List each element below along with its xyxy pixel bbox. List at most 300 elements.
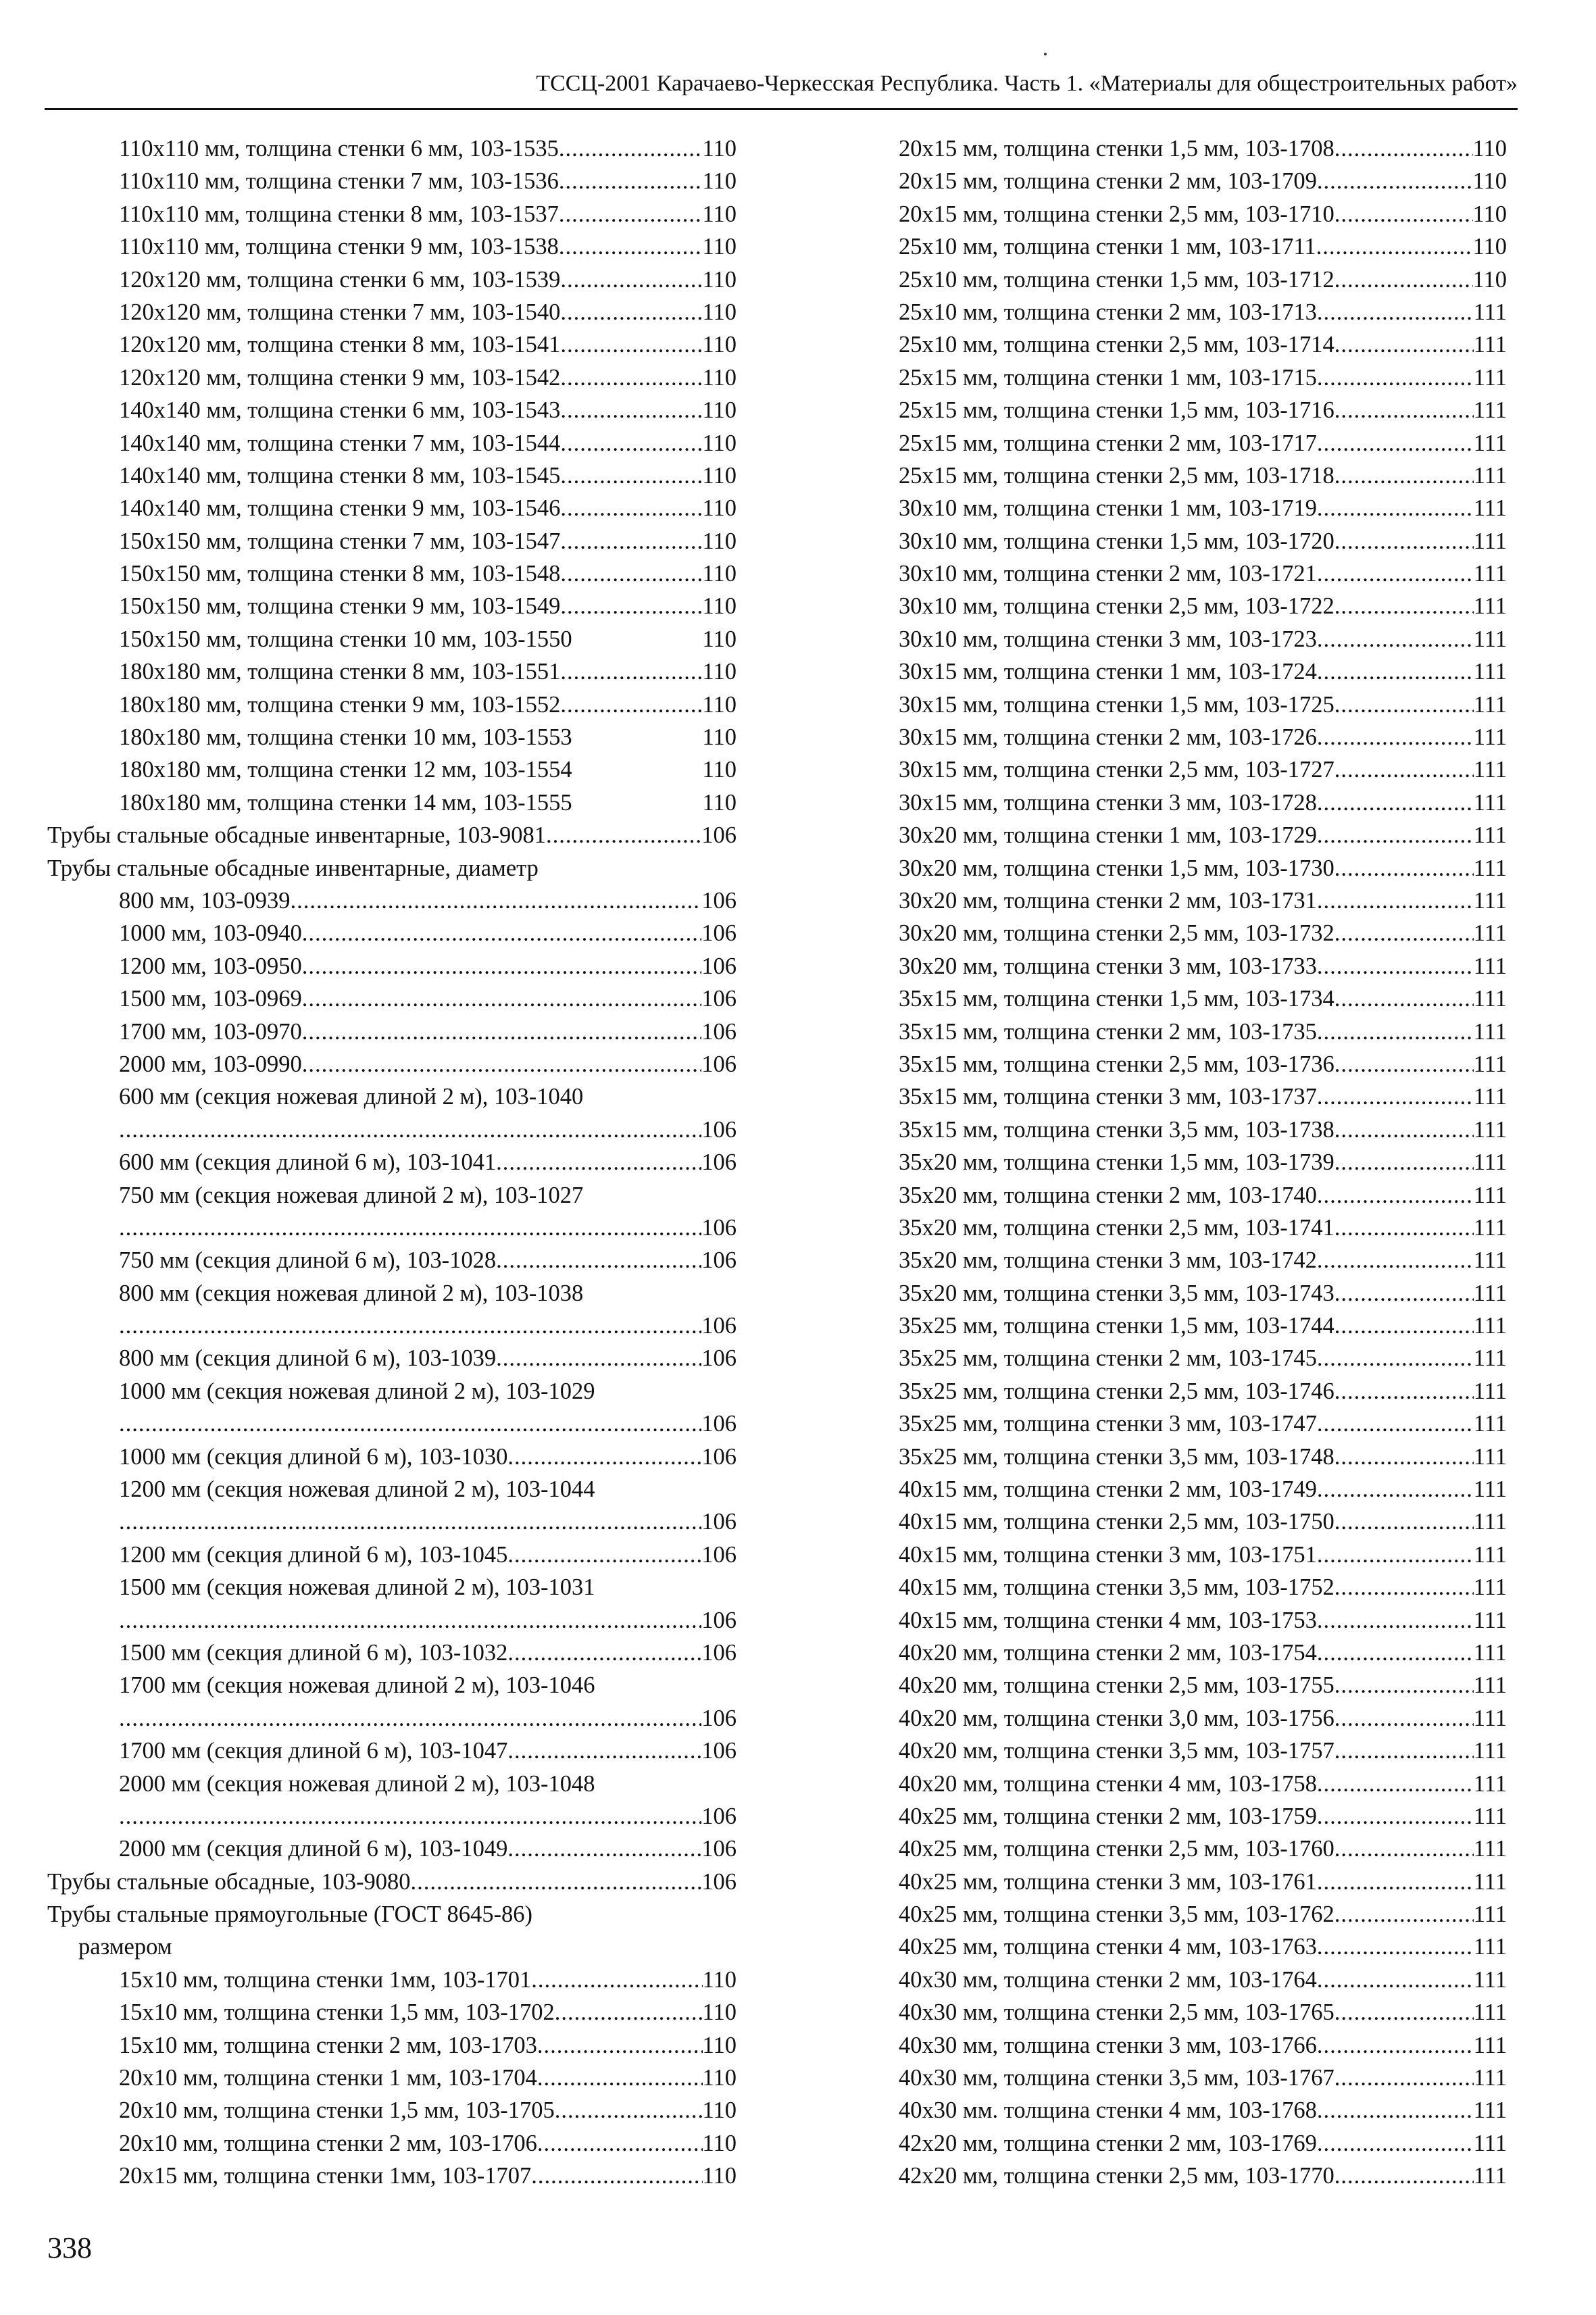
index-entry xyxy=(47,1277,737,1310)
entry-text: 2000 мм (секция длиной 6 м), 103-1049 xyxy=(119,1836,508,1862)
dot-leader xyxy=(1317,362,1474,394)
entry-text: 180x180 мм, толщина стенки 9 мм, 103-1552 xyxy=(119,691,561,718)
entry-text: 1500 мм (секция длиной 6 м), 103-1032 xyxy=(119,1639,508,1666)
dot-leader xyxy=(555,1996,703,2028)
dot-leader xyxy=(1317,721,1474,753)
entry-page-ref: 106 xyxy=(701,986,737,1012)
entry-text: 40x30 мм, толщина стенки 2,5 мм, 103-1765 xyxy=(899,1999,1335,2026)
index-entry xyxy=(899,459,1507,492)
index-entry xyxy=(47,2160,737,2192)
entry-text: 1000 мм (секция длиной 6 м), 103-1030 xyxy=(119,1443,508,1470)
entry-page-ref: 106 xyxy=(701,1247,737,1274)
dot-leader xyxy=(1335,1212,1474,1244)
entry-text: 30x15 мм, толщина стенки 2 мм, 103-1726 xyxy=(899,724,1317,751)
index-entry xyxy=(47,362,737,394)
index-entry xyxy=(47,1866,737,1898)
index-entry xyxy=(47,1310,737,1342)
dot-leader xyxy=(1335,590,1474,622)
index-entry xyxy=(899,1244,1507,1276)
dot-leader xyxy=(1317,819,1474,851)
entry-page-ref: 110 xyxy=(702,201,737,227)
entry-text: 30x20 мм, толщина стенки 2,5 мм, 103-1732 xyxy=(899,920,1335,947)
entry-page-ref: 111 xyxy=(1473,462,1507,489)
entry-page-ref: 110 xyxy=(702,593,737,620)
entry-page-ref: 111 xyxy=(1473,1116,1507,1143)
index-entry xyxy=(899,1016,1507,1048)
entry-page-ref: 111 xyxy=(1473,1214,1507,1241)
dot-leader xyxy=(119,1702,701,1735)
entry-page-ref: 110 xyxy=(702,724,737,751)
dot-leader xyxy=(1317,2029,1474,2062)
entry-text: 1500 мм, 103-0969 xyxy=(119,986,302,1012)
entry-page-ref: 106 xyxy=(701,1345,737,1372)
index-entry xyxy=(899,296,1507,328)
index-entry xyxy=(47,459,737,492)
index-entry xyxy=(899,2029,1507,2062)
index-entry xyxy=(899,1898,1507,1931)
dot-leader xyxy=(1317,1539,1474,1571)
index-entry xyxy=(899,1800,1507,1833)
dot-leader xyxy=(1335,1735,1474,1767)
dot-leader xyxy=(302,1048,701,1080)
index-entry xyxy=(899,1833,1507,1865)
entry-page-ref: 110 xyxy=(702,332,737,358)
entry-text: 180x180 мм, толщина стенки 14 мм, 103-1555 xyxy=(119,789,572,816)
dot-leader xyxy=(119,1114,701,1146)
dot-leader xyxy=(1317,1637,1474,1669)
entry-text: 40x15 мм, толщина стенки 3 мм, 103-1751 xyxy=(899,1541,1317,1568)
dot-leader xyxy=(560,492,702,524)
entry-text: 42x20 мм, толщина стенки 2,5 мм, 103-1770 xyxy=(899,2163,1335,2189)
entry-text: 35x20 мм, толщина стенки 2 мм, 103-1740 xyxy=(899,1182,1317,1208)
dot-leader xyxy=(1335,1375,1474,1408)
dot-leader xyxy=(560,362,702,394)
dot-leader xyxy=(119,1505,701,1538)
entry-text: 35x25 мм, толщина стенки 2,5 мм, 103-1746 xyxy=(899,1378,1335,1404)
index-entry xyxy=(899,885,1507,917)
dot-leader xyxy=(1335,689,1474,721)
entry-page-ref: 111 xyxy=(1473,1770,1507,1797)
dot-leader xyxy=(1335,394,1474,426)
dot-leader xyxy=(1317,1244,1474,1276)
entry-page-ref: 111 xyxy=(1473,1934,1507,1960)
scan-speck xyxy=(1044,53,1047,55)
entry-text: 140x140 мм, толщина стенки 7 мм, 103-1544 xyxy=(119,430,561,456)
index-entry xyxy=(899,852,1507,885)
entry-page-ref: 111 xyxy=(1473,920,1507,947)
index-entry xyxy=(47,1931,737,1963)
dot-leader xyxy=(1317,557,1474,590)
dot-leader xyxy=(1317,1179,1474,1212)
index-entry xyxy=(47,1702,737,1735)
index-entry xyxy=(47,917,737,949)
entry-text: 110x110 мм, толщина стенки 6 мм, 103-1535 xyxy=(119,136,559,161)
entry-text: 150x150 мм, толщина стенки 7 мм, 103-1547 xyxy=(119,528,561,554)
index-entry xyxy=(899,557,1507,590)
entry-page-ref: 106 xyxy=(701,1149,737,1176)
entry-text: 40x20 мм, толщина стенки 2,5 мм, 103-1755 xyxy=(899,1672,1335,1699)
entry-page-ref: 110 xyxy=(1472,136,1507,161)
dot-leader xyxy=(1317,296,1474,328)
index-entry xyxy=(47,721,737,753)
index-entry xyxy=(47,1964,737,1996)
dot-leader xyxy=(507,1735,701,1767)
index-entry xyxy=(899,1702,1507,1735)
index-entry xyxy=(47,1016,737,1048)
index-entry xyxy=(899,590,1507,622)
entry-page-ref: 106 xyxy=(701,1116,737,1143)
dot-leader xyxy=(1317,1604,1474,1637)
dot-leader xyxy=(531,1964,702,1996)
dot-leader xyxy=(496,1244,701,1276)
dot-leader xyxy=(1317,1080,1474,1113)
index-entry xyxy=(47,819,737,851)
entry-page-ref: 106 xyxy=(701,1639,737,1666)
index-entry xyxy=(47,165,737,197)
dot-leader xyxy=(1335,1310,1474,1342)
index-entry xyxy=(47,982,737,1015)
index-entry xyxy=(899,1080,1507,1113)
dot-leader xyxy=(119,1212,701,1244)
index-entry xyxy=(899,1669,1507,1701)
entry-page-ref: 111 xyxy=(1473,2130,1507,2156)
index-entry xyxy=(47,525,737,557)
entry-text: 20x10 мм, толщина стенки 1 мм, 103-1704 xyxy=(119,2065,537,2091)
entry-page-ref: 110 xyxy=(702,789,737,816)
dot-leader xyxy=(302,950,701,982)
dot-leader xyxy=(1317,1408,1474,1440)
entry-text: 25x15 мм, толщина стенки 1,5 мм, 103-1716 xyxy=(899,397,1335,424)
entry-page-ref: 111 xyxy=(1473,593,1507,620)
entry-text: 30x15 мм, толщина стенки 1,5 мм, 103-1725 xyxy=(899,691,1335,718)
entry-page-ref: 111 xyxy=(1473,1639,1507,1666)
entry-text: 140x140 мм, толщина стенки 9 мм, 103-1546 xyxy=(119,495,561,522)
index-entry xyxy=(47,950,737,982)
entry-page-ref: 106 xyxy=(701,1607,737,1633)
entry-text: 42x20 мм, толщина стенки 2 мм, 103-1769 xyxy=(899,2130,1317,2156)
entry-text: 15x10 мм, толщина стенки 1,5 мм, 103-1702 xyxy=(119,1999,555,2026)
dot-leader xyxy=(1317,1342,1474,1374)
dot-leader xyxy=(1317,1473,1474,1505)
index-entry xyxy=(899,982,1507,1015)
dot-leader xyxy=(1335,328,1474,361)
entry-page-ref: 110 xyxy=(702,495,737,522)
entry-page-ref: 111 xyxy=(1473,1018,1507,1045)
entry-page-ref: 106 xyxy=(701,1738,737,1764)
entry-page-ref: 106 xyxy=(701,1214,737,1241)
entry-text: 40x15 мм, толщина стенки 3,5 мм, 103-1752 xyxy=(899,1574,1335,1601)
index-entry xyxy=(47,2029,737,2062)
index-entry xyxy=(899,2094,1507,2126)
index-entry xyxy=(899,394,1507,426)
entry-text: Трубы стальные обсадные инвентарные, диаметр xyxy=(47,855,539,881)
dot-leader xyxy=(1335,264,1473,296)
entry-page-ref: 110 xyxy=(702,528,737,554)
entry-page-ref: 110 xyxy=(1472,201,1507,227)
dot-leader xyxy=(555,2094,703,2126)
entry-page-ref: 111 xyxy=(1473,1999,1507,2026)
index-entry xyxy=(47,1342,737,1374)
entry-text: 40x25 мм, толщина стенки 4 мм, 103-1763 xyxy=(899,1934,1317,1960)
index-entry xyxy=(899,1048,1507,1080)
dot-leader xyxy=(119,1310,701,1342)
index-entry xyxy=(899,132,1507,165)
dot-leader xyxy=(560,689,702,721)
index-entry xyxy=(47,1800,737,1833)
entry-text: 40x20 мм, толщина стенки 2 мм, 103-1754 xyxy=(899,1639,1317,1666)
index-entry xyxy=(899,1866,1507,1898)
entry-text: 35x20 мм, толщина стенки 2,5 мм, 103-1741 xyxy=(899,1214,1335,1241)
entry-page-ref: 106 xyxy=(701,1443,737,1470)
dot-leader xyxy=(1317,885,1474,917)
entry-text: 25x10 мм, толщина стенки 1,5 мм, 103-1712 xyxy=(899,266,1335,293)
dot-leader xyxy=(1335,1277,1474,1310)
dot-leader xyxy=(496,1342,701,1374)
dot-leader xyxy=(1335,1669,1474,1701)
dot-leader xyxy=(560,394,702,426)
entry-page-ref: 111 xyxy=(1473,1672,1507,1699)
entry-page-ref: 110 xyxy=(702,2097,737,2124)
entry-page-ref: 111 xyxy=(1473,397,1507,424)
entry-text: 30x10 мм, толщина стенки 2,5 мм, 103-1722 xyxy=(899,593,1335,620)
dot-leader xyxy=(1335,1833,1474,1865)
entry-page-ref: 111 xyxy=(1473,887,1507,914)
dot-leader xyxy=(1317,1016,1474,1048)
dot-leader xyxy=(537,2062,703,2094)
entry-page-ref: 110 xyxy=(702,1999,737,2026)
index-entry xyxy=(899,1735,1507,1767)
entry-text: 35x20 мм, толщина стенки 3 мм, 103-1742 xyxy=(899,1247,1317,1274)
dot-leader xyxy=(559,230,703,263)
entry-page-ref: 111 xyxy=(1473,1411,1507,1437)
index-entry xyxy=(47,1408,737,1440)
index-entry xyxy=(899,689,1507,721)
entry-page-ref: 110 xyxy=(702,1966,737,1993)
entry-page-ref: 111 xyxy=(1473,1378,1507,1404)
entry-text: 40x25 мм, толщина стенки 3 мм, 103-1761 xyxy=(899,1868,1317,1895)
entry-text: 750 мм (секция длиной 6 м), 103-1028 xyxy=(119,1247,497,1274)
entry-page-ref: 110 xyxy=(702,430,737,456)
entry-page-ref: 111 xyxy=(1473,1509,1507,1535)
index-entry xyxy=(899,623,1507,655)
index-entry xyxy=(47,557,737,590)
entry-page-ref: 110 xyxy=(702,691,737,718)
index-entry xyxy=(899,1604,1507,1637)
dot-leader xyxy=(560,264,702,296)
entry-text: 35x20 мм, толщина стенки 1,5 мм, 103-1739 xyxy=(899,1149,1335,1176)
index-entry xyxy=(47,655,737,688)
dot-leader xyxy=(560,328,702,361)
index-entry xyxy=(47,198,737,230)
entry-page-ref: 106 xyxy=(701,1051,737,1077)
index-entry xyxy=(899,950,1507,982)
entry-text: 800 мм (секция длиной 6 м), 103-1039 xyxy=(119,1345,497,1372)
entry-page-ref: 111 xyxy=(1473,1084,1507,1110)
dot-leader xyxy=(1317,492,1474,524)
entry-text: 180x180 мм, толщина стенки 12 мм, 103-1554 xyxy=(119,757,572,783)
entry-text: 120x120 мм, толщина стенки 7 мм, 103-1540 xyxy=(119,299,561,325)
dot-leader xyxy=(1335,132,1473,165)
entry-text: 40x25 мм, толщина стенки 2,5 мм, 103-1760 xyxy=(899,1836,1335,1862)
entry-page-ref: 106 xyxy=(701,1868,737,1895)
entry-page-ref: 111 xyxy=(1473,2032,1507,2058)
dot-leader xyxy=(496,1146,701,1178)
entry-text: 40x20 мм, толщина стенки 3,5 мм, 103-1757 xyxy=(899,1738,1335,1764)
entry-page-ref: 106 xyxy=(701,822,737,849)
dot-leader xyxy=(507,1637,701,1669)
dot-leader xyxy=(291,885,702,917)
dot-leader xyxy=(1335,982,1474,1015)
entry-page-ref: 111 xyxy=(1473,1738,1507,1764)
index-entry xyxy=(899,1931,1507,1963)
entry-page-ref: 111 xyxy=(1473,659,1507,685)
index-column-right xyxy=(899,132,1507,2193)
index-entry xyxy=(899,328,1507,361)
entry-text: 40x30 мм, толщина стенки 3,5 мм, 103-1767 xyxy=(899,2065,1335,2091)
index-entry xyxy=(899,2062,1507,2094)
index-entry xyxy=(47,2062,737,2094)
entry-text: 20x10 мм, толщина стенки 2 мм, 103-1706 xyxy=(119,2130,537,2156)
entry-text: 20x10 мм, толщина стенки 1,5 мм, 103-1705 xyxy=(119,2097,555,2124)
entry-page-ref: 111 xyxy=(1473,364,1507,391)
index-entry xyxy=(47,264,737,296)
index-entry xyxy=(899,787,1507,819)
entry-page-ref: 111 xyxy=(1473,332,1507,358)
index-entry xyxy=(899,264,1507,296)
entry-text: 20x15 мм, толщина стенки 2,5 мм, 103-1710 xyxy=(899,201,1335,227)
dot-leader xyxy=(1335,198,1473,230)
entry-text: 120x120 мм, толщина стенки 6 мм, 103-1539 xyxy=(119,266,561,293)
index-entry xyxy=(47,1505,737,1538)
index-entry xyxy=(47,1637,737,1669)
entry-page-ref: 111 xyxy=(1473,495,1507,522)
dot-leader xyxy=(1335,1048,1474,1080)
index-entry xyxy=(47,1179,737,1212)
index-entry xyxy=(47,787,737,819)
entry-text: 150x150 мм, толщина стенки 9 мм, 103-1549 xyxy=(119,593,561,620)
index-entry xyxy=(899,655,1507,688)
index-entry xyxy=(47,1048,737,1080)
entry-text: 30x20 мм, толщина стенки 2 мм, 103-1731 xyxy=(899,887,1317,914)
dot-leader xyxy=(302,982,701,1015)
entry-page-ref: 111 xyxy=(1473,691,1507,718)
index-entry xyxy=(899,1637,1507,1669)
entry-page-ref: 111 xyxy=(1473,1051,1507,1077)
dot-leader xyxy=(1335,1146,1474,1178)
entry-page-ref: 111 xyxy=(1473,1868,1507,1895)
index-entry xyxy=(47,1669,737,1701)
dot-leader xyxy=(1317,655,1474,688)
entry-page-ref: 111 xyxy=(1473,626,1507,652)
dot-leader xyxy=(1317,623,1474,655)
entry-text: 40x15 мм, толщина стенки 2 мм, 103-1749 xyxy=(899,1476,1317,1503)
dot-leader xyxy=(560,590,702,622)
entry-text: 1500 мм (секция ножевая длиной 2 м), 103-1031 xyxy=(119,1574,595,1601)
dot-leader xyxy=(119,1408,701,1440)
index-entry xyxy=(899,1996,1507,2028)
entry-page-ref: 110 xyxy=(1472,168,1507,195)
dot-leader xyxy=(119,1800,701,1833)
dot-leader xyxy=(537,2127,703,2160)
dot-leader xyxy=(1335,852,1474,885)
index-entry xyxy=(47,296,737,328)
entry-page-ref: 111 xyxy=(1473,757,1507,783)
entry-text: 600 мм (секция ножевая длиной 2 м), 103-1040 xyxy=(119,1084,584,1110)
entry-page-ref: 106 xyxy=(701,1836,737,1862)
entry-page-ref: 111 xyxy=(1473,724,1507,751)
entry-text: 30x15 мм, толщина стенки 2,5 мм, 103-1727 xyxy=(899,757,1335,783)
dot-leader xyxy=(1335,753,1474,786)
entry-text: 140x140 мм, толщина стенки 6 мм, 103-1543 xyxy=(119,397,561,424)
dot-leader xyxy=(1317,2127,1474,2160)
entry-text: Трубы стальные прямоугольные (ГОСТ 8645-86) xyxy=(47,1901,532,1928)
dot-leader xyxy=(1335,1114,1474,1146)
entry-text: 110x110 мм, толщина стенки 9 мм, 103-1538 xyxy=(119,234,559,260)
index-entry xyxy=(47,1212,737,1244)
entry-text: 30x20 мм, толщина стенки 1,5 мм, 103-1730 xyxy=(899,855,1335,881)
index-entry xyxy=(899,917,1507,949)
index-entry xyxy=(899,427,1507,459)
entry-text: размером xyxy=(78,1934,172,1960)
entry-page-ref: 106 xyxy=(701,1313,737,1339)
index-entry xyxy=(899,525,1507,557)
entry-text: 20x15 мм, толщина стенки 1мм, 103-1707 xyxy=(119,2163,532,2189)
entry-text: 150x150 мм, толщина стенки 8 мм, 103-1548 xyxy=(119,561,561,587)
entry-text: 40x30 мм, толщина стенки 3 мм, 103-1766 xyxy=(899,2032,1317,2058)
index-entry xyxy=(47,753,737,786)
dot-leader xyxy=(507,1539,701,1571)
index-entry xyxy=(899,721,1507,753)
index-entry xyxy=(899,2127,1507,2160)
dot-leader xyxy=(560,296,702,328)
entry-text: 40x25 мм, толщина стенки 2 мм, 103-1759 xyxy=(899,1803,1317,1829)
dot-leader xyxy=(1317,1931,1474,1963)
index-entry xyxy=(47,1473,737,1505)
index-entry xyxy=(47,852,737,885)
entry-page-ref: 110 xyxy=(702,757,737,783)
dot-leader xyxy=(507,1441,701,1473)
entry-text: 35x15 мм, толщина стенки 2,5 мм, 103-1736 xyxy=(899,1051,1335,1077)
index-entry xyxy=(47,885,737,917)
entry-text: 1700 мм (секция ножевая длиной 2 м), 103-1046 xyxy=(119,1672,595,1699)
header-rule xyxy=(45,108,1518,110)
index-entry xyxy=(47,1146,737,1178)
entry-page-ref: 111 xyxy=(1473,1705,1507,1731)
dot-leader xyxy=(1335,525,1474,557)
index-entry xyxy=(899,819,1507,851)
entry-text: 800 мм, 103-0939 xyxy=(119,887,291,914)
entry-page-ref: 110 xyxy=(1472,266,1507,293)
entry-page-ref: 110 xyxy=(702,2130,737,2156)
entry-page-ref: 111 xyxy=(1473,528,1507,554)
index-entry xyxy=(899,1375,1507,1408)
index-entry xyxy=(47,1898,737,1931)
index-entry xyxy=(899,1505,1507,1538)
entry-text: 180x180 мм, толщина стенки 10 мм, 103-1553 xyxy=(119,724,572,751)
entry-page-ref: 106 xyxy=(701,1509,737,1535)
dot-leader xyxy=(1317,165,1473,197)
entry-text: 35x25 мм, толщина стенки 2 мм, 103-1745 xyxy=(899,1345,1317,1372)
dot-leader xyxy=(1335,2062,1474,2094)
entry-text: 2000 мм (секция ножевая длиной 2 м), 103-1048 xyxy=(119,1770,595,1797)
entry-text: 25x10 мм, толщина стенки 2,5 мм, 103-1714 xyxy=(899,332,1335,358)
index-entry xyxy=(899,1441,1507,1473)
index-entry xyxy=(899,1473,1507,1505)
index-entry xyxy=(899,492,1507,524)
index-entry xyxy=(47,689,737,721)
entry-page-ref: 110 xyxy=(702,234,737,260)
entry-page-ref: 111 xyxy=(1473,1443,1507,1470)
